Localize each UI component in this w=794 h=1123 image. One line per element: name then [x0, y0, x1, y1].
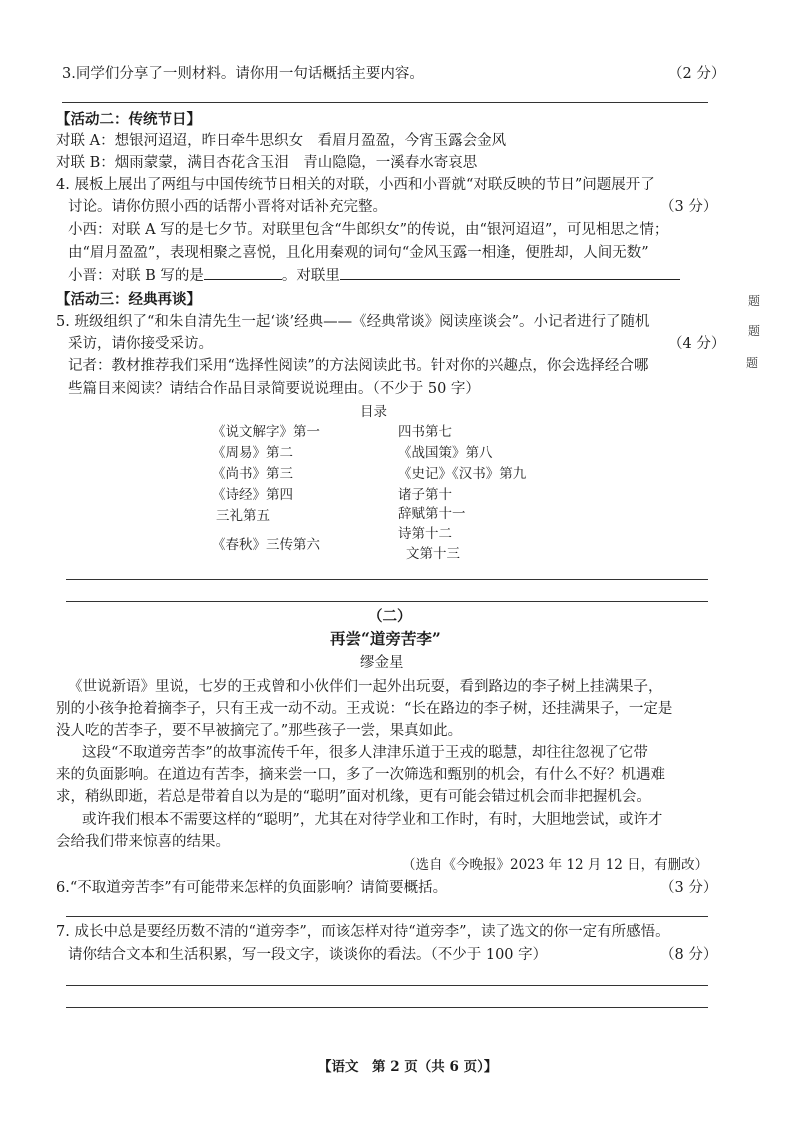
toc-right-item: 辞赋第十一 [398, 506, 466, 522]
p2-line2: 来的负面影响。在道边有苦李，摘来尝一口，多了一次筛选和甄别的机会，有什么不好？机遇难 [56, 767, 665, 783]
xiaojin-mid: 。对联里 [281, 268, 340, 284]
q4-line2: 讨论。请你仿照小西的话帮小晋将对话补充完整。 [68, 199, 387, 215]
q5-line1: 5. 班级组织了“和朱自清先生一起‘谈’经典——《经典常谈》阅读座谈会”。小记者进行了随机 [56, 314, 650, 330]
toc-right-item: 四书第七 [398, 424, 452, 440]
toc-right-item: 《史记》《汉书》第九 [398, 466, 527, 482]
q5-answer-line-2 [66, 601, 708, 602]
p1-line2: 别的小孩争抢着摘李子，只有王戎一动不动。王戎说：“长在路边的李子树，还挂满果子，一定是 [56, 701, 673, 717]
xiaojin-line [68, 264, 680, 285]
toc-right-item: 《战国策》第八 [398, 445, 493, 461]
q7-score: （8 分） [660, 947, 718, 963]
q5-line2: 采访，请你接受采访。 [68, 336, 213, 352]
margin-mark: 题 [746, 356, 759, 370]
margin-mark: 题 [748, 294, 761, 308]
toc-title: 目录 [360, 404, 387, 420]
q5-score: （4 分） [668, 336, 726, 352]
activity3-heading: 【活动三：经典再谈】 [56, 291, 201, 308]
q6-answer-line [66, 916, 708, 917]
p1-line3: 没人吃的苦李子，要不早被摘完了。”那些孩子一尝，果真如此。 [56, 723, 463, 739]
q3-text: 3.同学们分享了一则材料。请你用一句话概括主要内容。 [62, 66, 424, 82]
q7-line1: 7. 成长中总是要经历数不清的“道旁李”，而该怎样对待“道旁李”，读了选文的你一定有所感悟。 [56, 924, 670, 940]
p3-line2: 会给我们带来惊喜的结果。 [56, 834, 230, 850]
q4-score: （3 分） [660, 199, 718, 215]
festival-blank[interactable] [204, 265, 282, 280]
toc-right-item: 文第十三 [406, 546, 460, 562]
toc-left-item: 《周易》第二 [212, 445, 293, 461]
q6-text: 6.“不取道旁苦李”有可能带来怎样的负面影响？请简要概括。 [56, 880, 448, 896]
q7-line2: 请你结合文本和生活积累，写一段文字，谈谈你的看法。（不少于 100 字） [68, 947, 548, 963]
toc-left-item: 三礼第五 [216, 508, 270, 524]
section-number: （二） [368, 608, 412, 625]
couplet-a: 对联 A：想银河迢迢，昨日牵牛思织女 看眉月盈盈，今宵玉露会金风 [56, 133, 507, 149]
page-footer: 【语文 第 2 页（共 6 页）】 [318, 1059, 498, 1075]
reason-blank[interactable] [340, 265, 680, 280]
toc-left-item: 《春秋》三传第六 [212, 537, 320, 553]
activity2-heading: 【活动二：传统节日】 [56, 111, 201, 128]
xiaoxi-line2: 由“眉月盈盈”，表现相聚之喜悦，且化用秦观的词句“金风玉露一相逢，便胜却，人间无数” [68, 245, 649, 261]
xiaoxi-line1: 小西：对联 A 写的是七夕节。对联里包含“牛郎织女”的传说，由“银河迢迢”，可见相思之情； [68, 222, 669, 238]
article-author: 缪金星 [360, 655, 404, 671]
margin-mark: 题 [748, 324, 761, 338]
reporter-line2: 些篇目来阅读？请结合作品目录简要说说理由。（不少于 50 字） [68, 381, 480, 397]
toc-left-item: 《尚书》第三 [212, 466, 293, 482]
toc-right-item: 诗第十二 [398, 526, 452, 542]
article-title: 再尝“道旁苦李” [330, 629, 441, 648]
q5-answer-line-1 [66, 579, 708, 580]
article-source: （选自《今晚报》2023 年 12 月 12 日，有删改） [402, 857, 709, 873]
p1-line1: 《世说新语》里说，七岁的王戎曾和小伙伴们一起外出玩耍，看到路边的李子树上挂满果子， [68, 679, 663, 695]
p2-line1: 这段“不取道旁苦李”的故事流传千年，很多人津津乐道于王戎的聪慧，却往往忽视了它带 [82, 745, 648, 761]
q3-score: （2 分） [668, 66, 726, 82]
p3-line1: 或许我们根本不需要这样的“聪明”，尤其在对待学业和工作时，有时，大胆地尝试，或许才 [82, 812, 663, 828]
toc-left-item: 《说文解字》第一 [212, 424, 320, 440]
reporter-line1: 记者：教材推荐我们采用“选择性阅读”的方法阅读此书。针对你的兴趣点，你会选择经合哪 [68, 358, 649, 374]
q7-answer-line-1 [66, 985, 708, 986]
couplet-b: 对联 B：烟雨蒙蒙，满目杏花含玉泪 青山隐隐，一溪春水寄哀思 [56, 155, 478, 171]
xiaojin-prefix: 小晋：对联 B 写的是 [68, 268, 204, 284]
q7-answer-line-2 [66, 1007, 708, 1008]
p2-line3: 求，稍纵即逝，若总是带着自以为是的“聪明”面对机缘，更有可能会错过机会而非把握机会。 [56, 789, 651, 805]
q4-line1: 4. 展板上展出了两组与中国传统节日相关的对联，小西和小晋就“对联反映的节日”问题展开了 [56, 177, 655, 193]
q3-answer-line [62, 102, 708, 103]
toc-right-item: 诸子第十 [398, 487, 452, 503]
toc-left-item: 《诗经》第四 [212, 487, 293, 503]
q6-score: （3 分） [660, 880, 718, 896]
